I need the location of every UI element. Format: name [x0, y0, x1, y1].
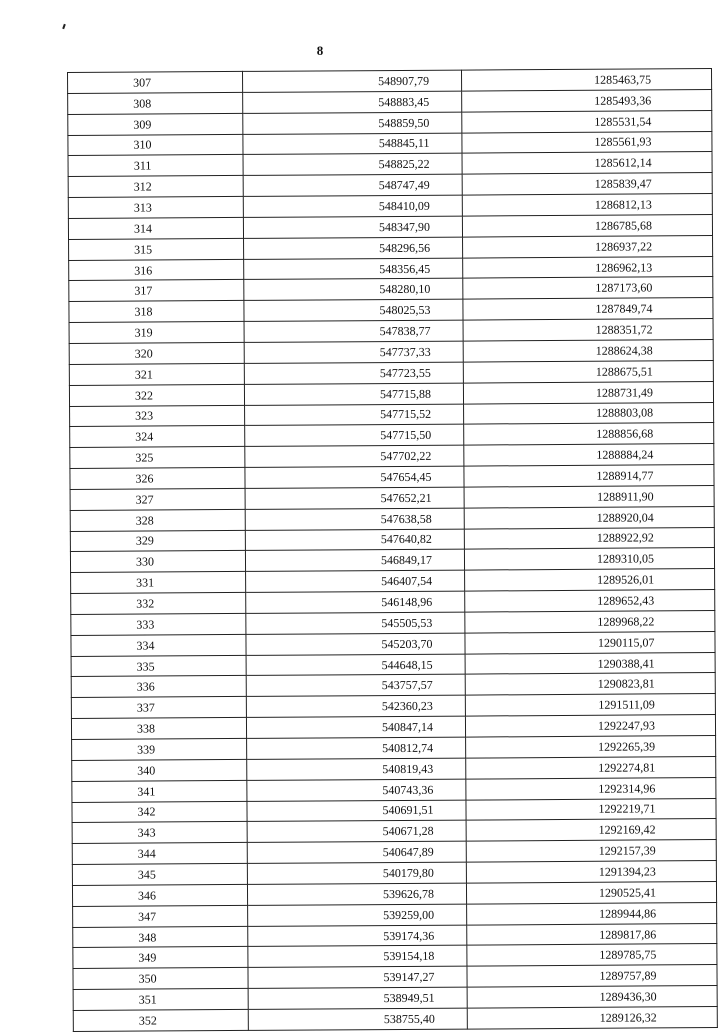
y-coordinate-cell: 1287173,60 [463, 277, 713, 299]
y-coordinate-cell: 1289126,32 [467, 1007, 717, 1029]
point-number-cell: 321 [69, 363, 244, 385]
point-number-cell: 338 [71, 718, 246, 740]
point-number-cell: 331 [71, 572, 246, 594]
y-coordinate-cell: 1288351,72 [463, 319, 713, 341]
y-coordinate-cell: 1288803,08 [464, 402, 714, 424]
x-coordinate-cell: 547715,88 [244, 383, 463, 405]
y-coordinate-cell: 1288922,92 [464, 527, 714, 549]
y-coordinate-cell: 1292265,39 [466, 736, 716, 758]
x-coordinate-cell: 547723,55 [244, 362, 463, 384]
y-coordinate-cell: 1292157,39 [466, 840, 716, 862]
x-coordinate-cell: 548410,09 [243, 195, 462, 217]
y-coordinate-cell: 1288920,04 [464, 506, 714, 528]
y-coordinate-cell: 1290823,81 [465, 673, 715, 695]
x-coordinate-cell: 546148,96 [246, 591, 465, 613]
point-number-cell: 336 [71, 676, 246, 698]
x-coordinate-cell: 548747,49 [243, 174, 462, 196]
y-coordinate-cell: 1289968,22 [465, 610, 715, 632]
point-number-cell: 318 [69, 301, 244, 323]
y-coordinate-cell: 1285561,93 [462, 131, 712, 153]
y-coordinate-cell: 1287849,74 [463, 298, 713, 320]
point-number-cell: 351 [73, 989, 248, 1011]
x-coordinate-cell: 543757,57 [246, 675, 465, 697]
x-coordinate-cell: 544648,15 [246, 654, 465, 676]
x-coordinate-cell: 539259,00 [248, 904, 467, 926]
x-coordinate-cell: 547737,33 [244, 341, 463, 363]
y-coordinate-cell: 1289785,75 [467, 944, 717, 966]
y-coordinate-cell: 1292274,81 [466, 756, 716, 778]
y-coordinate-cell: 1285493,36 [462, 89, 712, 111]
x-coordinate-cell: 547702,22 [245, 445, 464, 467]
point-number-cell: 319 [69, 322, 244, 344]
x-coordinate-cell: 548907,79 [242, 70, 461, 92]
x-coordinate-cell: 540671,28 [247, 820, 466, 842]
x-coordinate-cell: 542360,23 [246, 695, 465, 717]
point-number-cell: 310 [68, 134, 243, 156]
point-number-cell: 352 [73, 1009, 248, 1031]
point-number-cell: 341 [72, 780, 247, 802]
point-number-cell: 312 [68, 176, 243, 198]
y-coordinate-cell: 1289526,01 [465, 569, 715, 591]
point-number-cell: 333 [71, 613, 246, 635]
y-coordinate-cell: 1289944,86 [467, 902, 717, 924]
x-coordinate-cell: 547654,45 [245, 466, 464, 488]
y-coordinate-cell: 1292169,42 [466, 819, 716, 841]
x-coordinate-cell: 548356,45 [244, 258, 463, 280]
y-coordinate-cell: 1290525,41 [466, 881, 716, 903]
point-number-cell: 343 [72, 822, 247, 844]
x-coordinate-cell: 547838,77 [244, 320, 463, 342]
point-number-cell: 316 [69, 259, 244, 281]
point-number-cell: 346 [72, 884, 247, 906]
y-coordinate-cell: 1289436,30 [467, 986, 717, 1008]
x-coordinate-cell: 545203,70 [246, 633, 465, 655]
point-number-cell: 348 [73, 926, 248, 948]
x-coordinate-cell: 548347,90 [243, 216, 462, 238]
y-coordinate-cell: 1292219,71 [466, 798, 716, 820]
point-number-cell: 322 [69, 384, 244, 406]
coordinates-table [67, 68, 718, 1032]
x-coordinate-cell: 547652,21 [245, 487, 464, 509]
x-coordinate-cell: 538755,40 [248, 1008, 467, 1030]
point-number-cell: 328 [70, 509, 245, 531]
x-coordinate-cell: 546407,54 [246, 570, 465, 592]
x-coordinate-cell: 548825,22 [243, 153, 462, 175]
point-number-cell: 335 [71, 655, 246, 677]
x-coordinate-cell: 538949,51 [248, 987, 467, 1009]
y-coordinate-cell: 1288911,90 [464, 485, 714, 507]
y-coordinate-cell: 1288884,24 [464, 444, 714, 466]
page-number: 8 [316, 43, 324, 58]
x-coordinate-cell: 548883,45 [243, 91, 462, 113]
point-number-cell: 349 [73, 947, 248, 969]
y-coordinate-cell: 1289310,05 [464, 548, 714, 570]
y-coordinate-cell: 1285612,14 [462, 152, 712, 174]
y-coordinate-cell: 1289817,86 [467, 923, 717, 945]
point-number-cell: 314 [68, 217, 243, 239]
point-number-cell: 344 [72, 843, 247, 865]
x-coordinate-cell: 545505,53 [246, 612, 465, 634]
point-number-cell: 311 [68, 155, 243, 177]
x-coordinate-cell: 539147,27 [248, 966, 467, 988]
point-number-cell: 309 [68, 113, 243, 135]
point-number-cell: 347 [73, 905, 248, 927]
point-number-cell: 329 [70, 530, 245, 552]
coordinates-table-body [68, 69, 718, 1032]
x-coordinate-cell: 540691,51 [247, 800, 466, 822]
y-coordinate-cell: 1289652,43 [465, 590, 715, 612]
y-coordinate-cell: 1288624,38 [463, 340, 713, 362]
y-coordinate-cell: 1288914,77 [464, 465, 714, 487]
y-coordinate-cell: 1288856,68 [464, 423, 714, 445]
y-coordinate-cell: 1286812,13 [462, 194, 712, 216]
y-coordinate-cell: 1290115,07 [465, 631, 715, 653]
point-number-cell: 315 [69, 238, 244, 260]
x-coordinate-cell: 547715,50 [245, 424, 464, 446]
x-coordinate-cell: 547715,52 [245, 404, 464, 426]
y-coordinate-cell: 1291394,23 [466, 861, 716, 883]
x-coordinate-cell: 540647,89 [247, 841, 466, 863]
y-coordinate-cell: 1286937,22 [463, 235, 713, 257]
x-coordinate-cell: 548859,50 [243, 112, 462, 134]
point-number-cell: 345 [72, 863, 247, 885]
point-number-cell: 350 [73, 968, 248, 990]
x-coordinate-cell: 540847,14 [246, 716, 465, 738]
point-number-cell: 326 [70, 467, 245, 489]
point-number-cell: 342 [72, 801, 247, 823]
y-coordinate-cell: 1290388,41 [465, 652, 715, 674]
x-coordinate-cell: 548025,53 [244, 299, 463, 321]
x-coordinate-cell: 547640,82 [245, 529, 464, 551]
point-number-cell: 332 [71, 593, 246, 615]
x-coordinate-cell: 540819,43 [247, 758, 466, 780]
point-number-cell: 324 [70, 426, 245, 448]
point-number-cell: 307 [68, 71, 243, 93]
y-coordinate-cell: 1291511,09 [465, 694, 715, 716]
y-coordinate-cell: 1285839,47 [462, 173, 712, 195]
y-coordinate-cell: 1285463,75 [461, 69, 711, 91]
y-coordinate-cell: 1292314,96 [466, 777, 716, 799]
x-coordinate-cell: 540179,80 [247, 862, 466, 884]
point-number-cell: 340 [72, 759, 247, 781]
x-coordinate-cell: 540812,74 [247, 737, 466, 759]
point-number-cell: 330 [70, 551, 245, 573]
y-coordinate-cell: 1285531,54 [462, 110, 712, 132]
scan-mark [62, 24, 66, 29]
point-number-cell: 327 [70, 488, 245, 510]
y-coordinate-cell: 1288731,49 [463, 381, 713, 403]
point-number-cell: 308 [68, 92, 243, 114]
point-number-cell: 323 [70, 405, 245, 427]
y-coordinate-cell: 1286962,13 [463, 256, 713, 278]
x-coordinate-cell: 548845,11 [243, 133, 462, 155]
x-coordinate-cell: 546849,17 [245, 549, 464, 571]
point-number-cell: 334 [71, 634, 246, 656]
y-coordinate-cell: 1289757,89 [467, 965, 717, 987]
y-coordinate-cell: 1292247,93 [465, 715, 715, 737]
x-coordinate-cell: 540743,36 [247, 779, 466, 801]
x-coordinate-cell: 548296,56 [244, 237, 463, 259]
point-number-cell: 320 [69, 342, 244, 364]
x-coordinate-cell: 539154,18 [248, 946, 467, 968]
x-coordinate-cell: 539626,78 [247, 883, 466, 905]
point-number-cell: 317 [69, 280, 244, 302]
point-number-cell: 337 [71, 697, 246, 719]
y-coordinate-cell: 1288675,51 [463, 360, 713, 382]
table-row [73, 1007, 717, 1032]
point-number-cell: 325 [70, 447, 245, 469]
x-coordinate-cell: 548280,10 [244, 279, 463, 301]
x-coordinate-cell: 539174,36 [248, 925, 467, 947]
point-number-cell: 313 [68, 196, 243, 218]
x-coordinate-cell: 547638,58 [245, 508, 464, 530]
point-number-cell: 339 [72, 738, 247, 760]
y-coordinate-cell: 1286785,68 [462, 214, 712, 236]
